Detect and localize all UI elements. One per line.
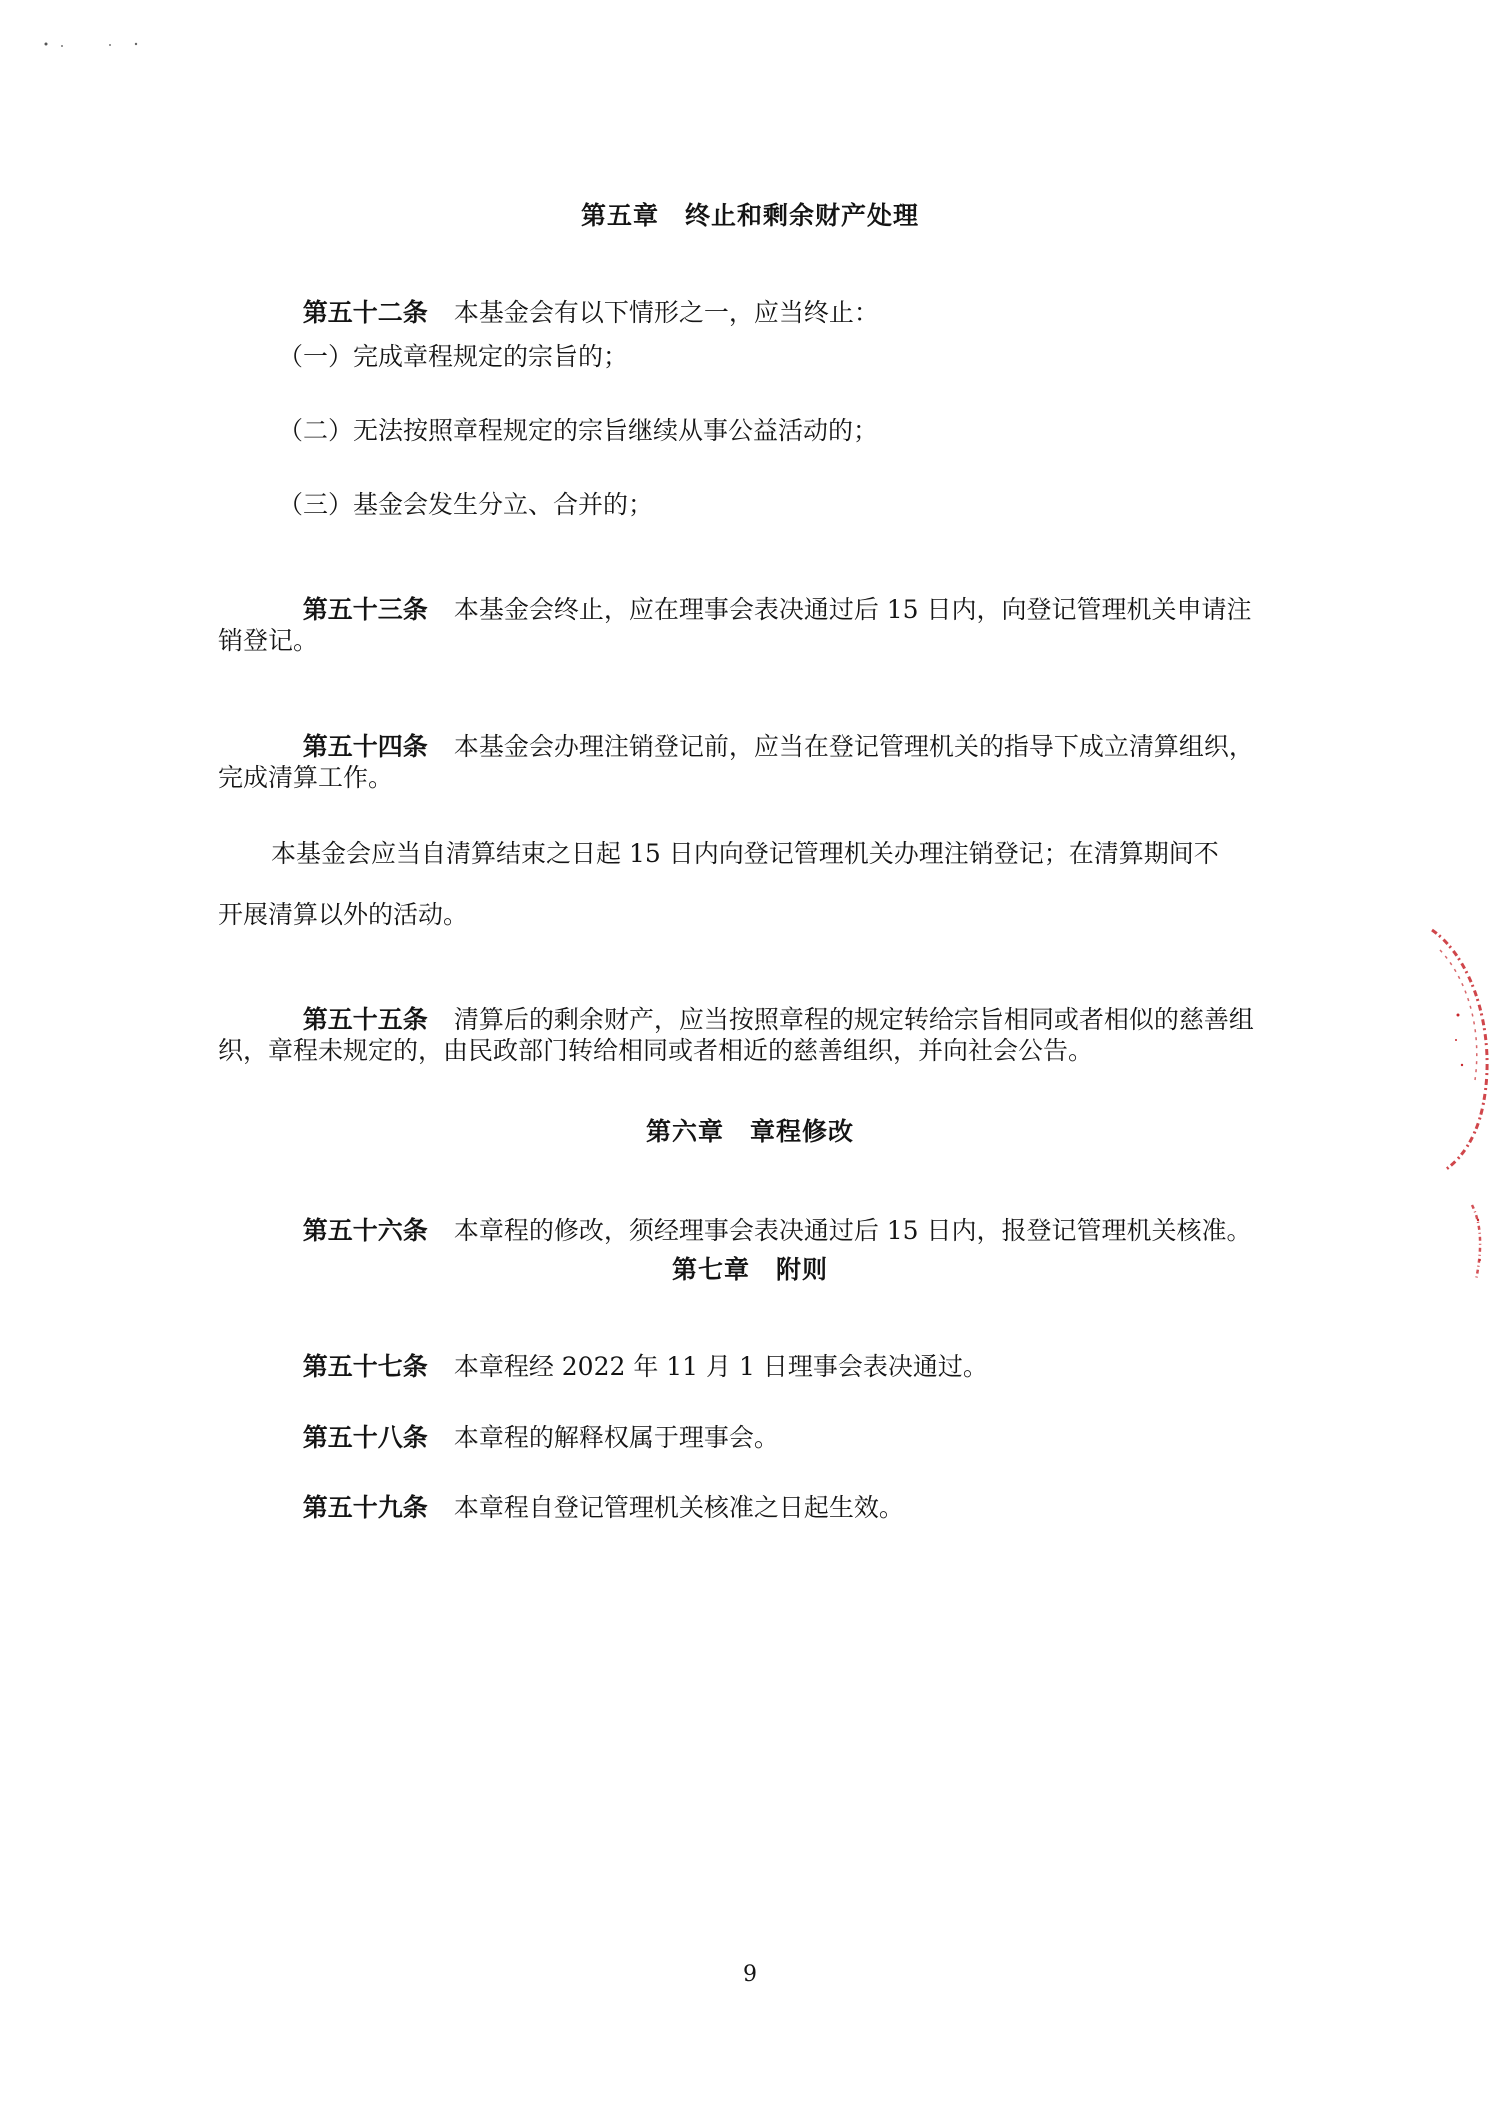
article-52-text: 本基金会有以下情形之一，应当终止： — [453, 298, 879, 327]
article-52-item-3: （三）基金会发生分立、合并的； — [278, 490, 654, 519]
article-57-text: 本章程经 2022 年 11 月 1 日理事会表决通过。 — [453, 1352, 988, 1381]
article-54-para-2-line-2: 开展清算以外的活动。 — [218, 900, 469, 929]
article-52-item-2: （二）无法按照章程规定的宗旨继续从事公益活动的； — [278, 416, 879, 445]
article-58-text: 本章程的解释权属于理事会。 — [453, 1423, 779, 1452]
article-53-line-2: 销登记。 — [218, 626, 319, 655]
article-59 — [271, 1463, 904, 1553]
article-58-label: 第五十八条 — [302, 1423, 428, 1452]
scan-speck-marks — [40, 40, 150, 50]
page-number: 9 — [743, 1962, 757, 1987]
article-54-para-2-line-1: 本基金会应当自清算结束之日起 15 日内向登记管理机关办理注销登记；在清算期间不 — [271, 839, 1219, 868]
chapter-7-heading: 第七章 附则 — [671, 1255, 828, 1284]
article-52-label: 第五十二条 — [302, 298, 428, 327]
chapter-5-heading: 第五章 终止和剩余财产处理 — [580, 201, 919, 230]
article-59-text: 本章程自登记管理机关核准之日起生效。 — [453, 1493, 904, 1522]
article-57-label: 第五十七条 — [302, 1352, 428, 1381]
article-56-text: 本章程的修改，须经理事会表决通过后 15 日内，报登记管理机关核准。 — [453, 1216, 1252, 1245]
article-54 — [271, 702, 1254, 792]
article-54-line-1: 本基金会办理注销登记前，应当在登记管理机关的指导下成立清算组织， — [453, 732, 1254, 761]
article-52-item-1: （一）完成章程规定的宗旨的； — [278, 342, 629, 371]
article-53-label: 第五十三条 — [302, 595, 428, 624]
article-54-line-2: 完成清算工作。 — [218, 763, 394, 792]
article-55-line-2: 织，章程未规定的，由民政部门转给相同或者相近的慈善组织，并向社会公告。 — [218, 1036, 1094, 1065]
article-55-line-1: 清算后的剩余财产，应当按照章程的规定转给宗旨相同或者相似的慈善组 — [453, 1005, 1254, 1034]
article-56-label: 第五十六条 — [302, 1216, 428, 1245]
article-59-label: 第五十九条 — [302, 1493, 428, 1522]
article-54-label: 第五十四条 — [302, 732, 428, 761]
chapter-6-heading: 第六章 章程修改 — [645, 1117, 854, 1146]
article-53-line-1: 本基金会终止，应在理事会表决通过后 15 日内，向登记管理机关申请注 — [453, 595, 1252, 624]
article-55-label: 第五十五条 — [302, 1005, 428, 1034]
article-53 — [271, 565, 1252, 655]
red-seal-fragment — [1420, 920, 1500, 1300]
